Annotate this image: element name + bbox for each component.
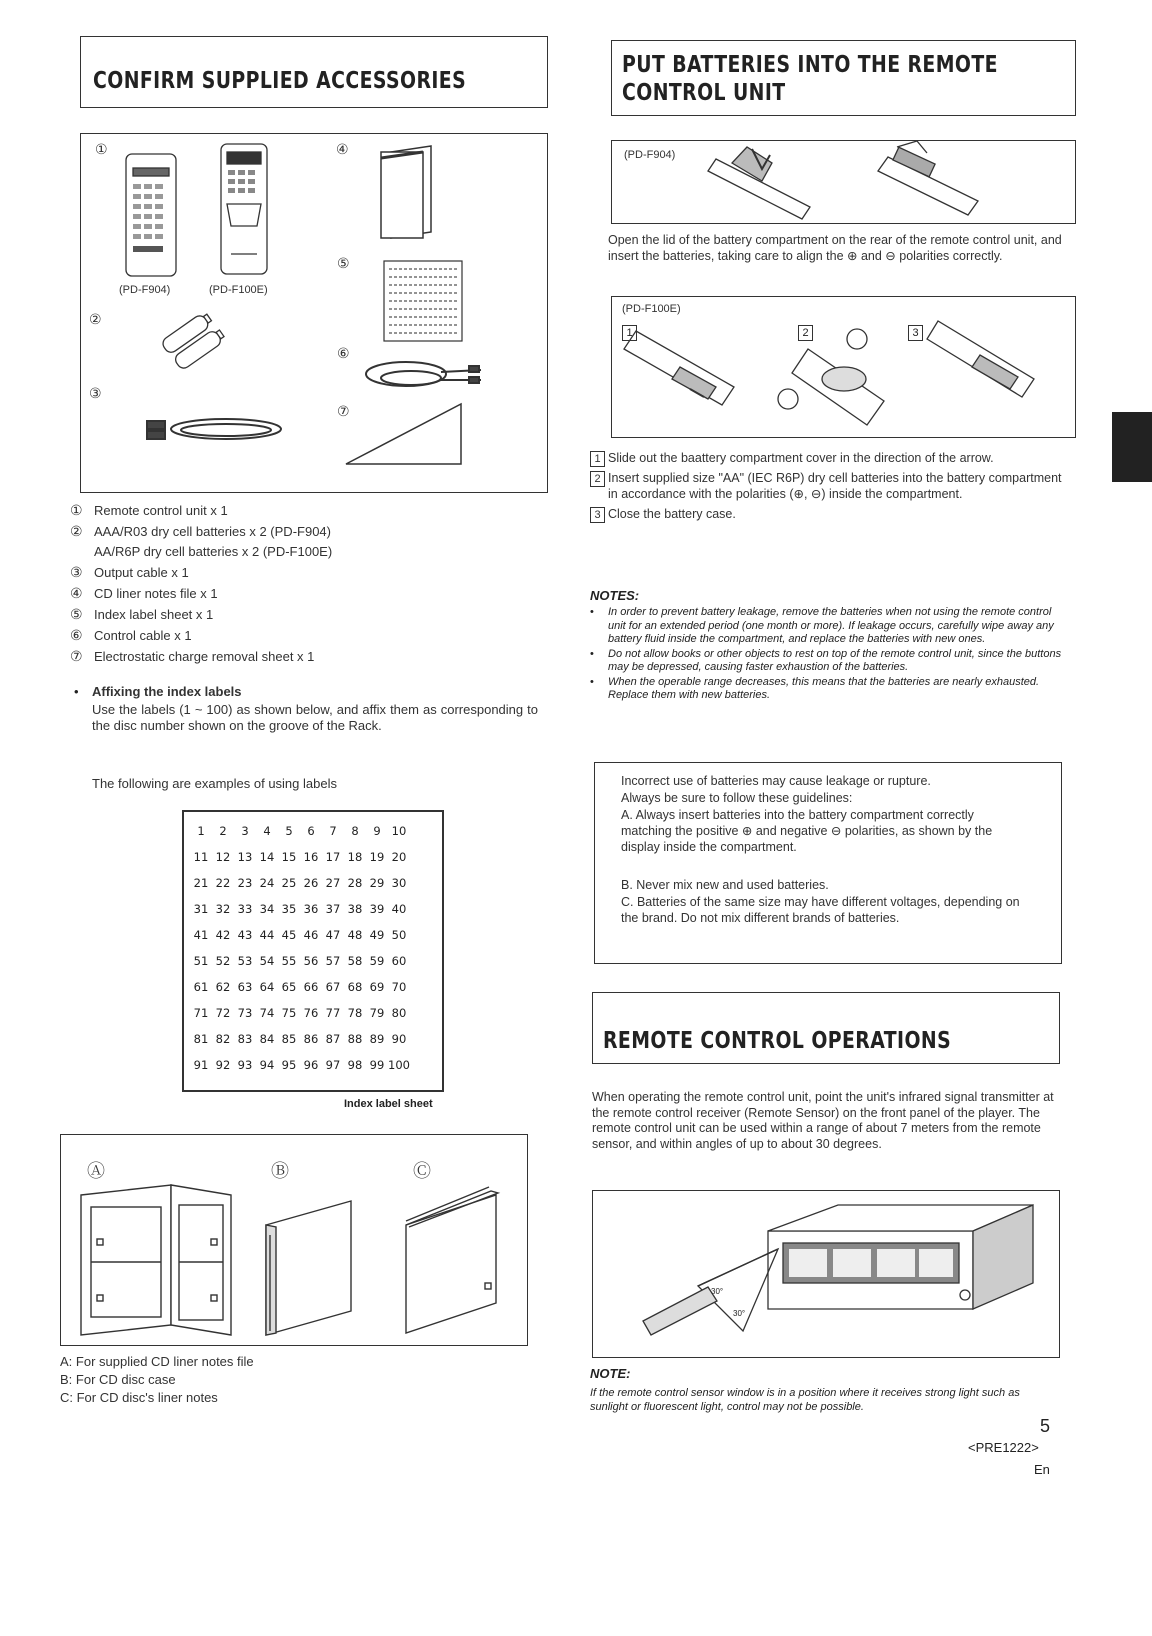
index-cell: 16: [303, 850, 319, 864]
index-cell: 57: [325, 954, 341, 968]
index-cell: 93: [237, 1058, 253, 1072]
index-cell: 74: [259, 1006, 275, 1020]
label-b: Ⓑ: [271, 1161, 289, 1182]
step-item: 1 Slide out the baattery compartment cover in the direction of the arrow.: [590, 450, 1072, 466]
list-item: AA/R6P dry cell batteries x 2 (PD-F100E): [94, 544, 333, 559]
index-cell: 99: [369, 1058, 385, 1072]
figure-number-2: ②: [89, 312, 102, 328]
index-cell: 5: [285, 824, 293, 838]
electrostatic-sheet-icon: [346, 404, 461, 464]
batteries-title-line2: CONTROL UNIT: [622, 80, 786, 106]
index-cell: 64: [259, 980, 275, 994]
index-cell: 59: [369, 954, 385, 968]
index-cell: 52: [215, 954, 231, 968]
index-cell: 26: [303, 876, 319, 890]
liner-notes-booklet-icon: [406, 1187, 498, 1333]
index-row: [190, 948, 410, 974]
index-cell: 56: [303, 954, 319, 968]
index-cell: 15: [281, 850, 297, 864]
pd-f100e-battery-illustration: [612, 297, 1075, 437]
index-cell: 82: [215, 1032, 231, 1046]
document-code: <PRE1222>: [968, 1440, 1039, 1455]
index-cell: 92: [215, 1058, 231, 1072]
battery-warning-box: [594, 762, 1062, 964]
index-cell: 78: [347, 1006, 363, 1020]
pd-f100e-battery-figure: [611, 296, 1076, 438]
index-cell: 76: [303, 1006, 319, 1020]
notes-list: [590, 606, 1064, 704]
index-cell: 62: [215, 980, 231, 994]
remote-pd-f904-icon: [126, 154, 176, 276]
index-cell: 1: [197, 824, 205, 838]
index-cell: 48: [347, 928, 363, 942]
index-cell: 96: [303, 1058, 319, 1072]
index-cell: 20: [391, 850, 407, 864]
abc-illustration: [61, 1135, 527, 1345]
index-cell: 77: [325, 1006, 341, 1020]
caption-a: A: For supplied CD liner notes file: [60, 1354, 254, 1369]
remote-range-figure: [592, 1190, 1060, 1358]
warning-b: B. Never mix new and used batteries.: [621, 878, 829, 892]
remote-step1-icon: [624, 331, 734, 405]
index-cell: 100: [388, 1058, 410, 1072]
section-tab: [1112, 412, 1152, 482]
index-cell: 68: [347, 980, 363, 994]
list-item: ② AAA/R03 dry cell batteries x 2 (PD-F904): [70, 523, 331, 539]
index-cell: 10: [391, 824, 407, 838]
note-item: • In order to prevent battery leakage, remove the batteries when not using the remote control unit for an extended period (one month or more). If leakage occurs, carefully wipe away any battery fluid inside the compartment, and replace the batteries with new ones.: [590, 606, 1054, 645]
index-cell: 47: [325, 928, 341, 942]
index-cell: 2: [219, 824, 227, 838]
index-cell: 66: [303, 980, 319, 994]
index-cell: 27: [325, 876, 341, 890]
index-cell: 9: [373, 824, 381, 838]
index-cell: 39: [369, 902, 385, 916]
affix-bullet: •: [74, 684, 79, 699]
examples-text: The following are examples of using labels: [92, 776, 337, 791]
index-cell: 45: [281, 928, 297, 942]
list-item: ④ CD liner notes file x 1: [70, 585, 218, 601]
index-cell: 21: [193, 876, 209, 890]
index-cell: 40: [391, 902, 407, 916]
index-cell: 91: [193, 1058, 209, 1072]
index-cell: 28: [347, 876, 363, 890]
fig2-step-1: 1: [622, 325, 637, 341]
model-label-pd-f100e: (PD-F100E): [209, 284, 268, 296]
index-cell: 95: [281, 1058, 297, 1072]
index-cell: 86: [303, 1032, 319, 1046]
index-cell: 53: [237, 954, 253, 968]
index-cell: 71: [193, 1006, 209, 1020]
index-row: [190, 818, 410, 844]
batteries-icon: [160, 311, 226, 371]
index-cell: 90: [391, 1032, 407, 1046]
abc-figure: [60, 1134, 528, 1346]
remote-pd-f100e-icon: [221, 144, 267, 274]
figure-number-5: ⑤: [337, 256, 350, 272]
list-item: ③ Output cable x 1: [70, 564, 189, 580]
index-cell: 83: [237, 1032, 253, 1046]
index-cell: 12: [215, 850, 231, 864]
index-row: [190, 844, 410, 870]
index-cell: 3: [241, 824, 249, 838]
note-item: • Do not allow books or other objects to rest on top of the remote control unit, since the buttons may be depressed, causing faster exhaustion of the batteries.: [590, 647, 1062, 673]
angle-label-1: 30°: [711, 1287, 724, 1296]
index-cell: 58: [347, 954, 363, 968]
remote-operations-body: When operating the remote control unit, point the unit's infrared signal transmitter at the remote control receiver (Remote Sensor) on the front panel of the player. The remote control unit can be used within a range of about 7 meters from the remote sensor, and within angles of up to about 30 degrees.: [592, 1090, 1054, 1151]
step-item: 2 Insert supplied size "AA" (IEC R6P) dry cell batteries into the battery compartment in accordance with the polarities (⊕, ⊖) inside the compartment.: [590, 470, 1072, 502]
index-row: [190, 870, 410, 896]
index-cell: 8: [351, 824, 359, 838]
index-cell: 22: [215, 876, 231, 890]
index-cell: 75: [281, 1006, 297, 1020]
pd-f904-battery-illustration: [612, 141, 1075, 223]
index-cell: 97: [325, 1058, 341, 1072]
confirm-accessories-header: [80, 36, 548, 108]
caption-b: B: For CD disc case: [60, 1372, 176, 1387]
index-cell: 11: [193, 850, 209, 864]
remote-pointing-icon: [643, 1287, 717, 1335]
index-cell: 7: [329, 824, 337, 838]
list-item: ⑦ Electrostatic charge removal sheet x 1: [70, 648, 315, 664]
remote-rear-icon: [708, 147, 810, 219]
index-cell: 81: [193, 1032, 209, 1046]
confirm-accessories-title: CONFIRM SUPPLIED ACCESSORIES: [93, 68, 467, 94]
index-cell: 43: [237, 928, 253, 942]
abc-captions: [60, 1353, 254, 1407]
index-cell: 34: [259, 902, 275, 916]
index-cell: 89: [369, 1032, 385, 1046]
remote-range-illustration: [593, 1191, 1059, 1357]
note-body: If the remote control sensor window is in a position where it receives strong light such as sunlight or fluorescent light, control may not be possible.: [590, 1387, 1020, 1413]
angle-label-2: 30°: [733, 1309, 746, 1318]
fig2-model-label: (PD-F100E): [622, 303, 681, 315]
fig2-step-3: 3: [908, 325, 923, 341]
index-sheet-caption: Index label sheet: [344, 1098, 433, 1110]
index-row: [190, 922, 410, 948]
index-label-sheet: [182, 810, 444, 1092]
index-cell: 23: [237, 876, 253, 890]
index-cell: 19: [369, 850, 385, 864]
index-cell: 79: [369, 1006, 385, 1020]
batteries-header: [611, 40, 1076, 116]
index-cell: 55: [281, 954, 297, 968]
control-cable-icon: [366, 362, 481, 386]
index-cell: 46: [303, 928, 319, 942]
figure-number-3: ③: [89, 386, 102, 402]
warning-line-1: Incorrect use of batteries may cause leakage or rupture.: [621, 774, 931, 788]
fig2-step-2: 2: [798, 325, 813, 341]
caption-c: C: For CD disc's liner notes: [60, 1390, 218, 1405]
index-cell: 32: [215, 902, 231, 916]
remote-battery-icon: [878, 141, 978, 215]
index-cell: 61: [193, 980, 209, 994]
open-lid-text: Open the lid of the battery compartment on the rear of the remote control unit, and insert the batteries, taking care to align the ⊕ and ⊖ polarities correctly.: [608, 233, 1062, 263]
list-item: ⑤ Index label sheet x 1: [70, 606, 214, 622]
warning-a: A. Always insert batteries into the battery compartment correctly matching the positive ⊕ and negative ⊖ polarities, as shown by the display inside the compartment.: [621, 808, 993, 854]
index-cell: 80: [391, 1006, 407, 1020]
index-cell: 54: [259, 954, 275, 968]
index-cell: 84: [259, 1032, 275, 1046]
language-code: En: [1034, 1462, 1050, 1477]
page-number: 5: [1040, 1416, 1051, 1436]
label-c: Ⓒ: [413, 1161, 431, 1182]
battery-steps: [590, 450, 1072, 522]
index-cell: 88: [347, 1032, 363, 1046]
index-cell: 30: [391, 876, 407, 890]
figure-number-4: ④: [336, 142, 349, 158]
index-cell: 94: [259, 1058, 275, 1072]
index-row: [190, 1000, 410, 1026]
index-row: [190, 896, 410, 922]
output-cable-icon: [147, 419, 281, 439]
list-item: ① Remote control unit x 1: [70, 502, 228, 518]
figure-number-6: ⑥: [337, 346, 350, 362]
model-label-pd-f904: (PD-F904): [119, 284, 171, 296]
index-cell: 51: [193, 954, 209, 968]
index-cell: 36: [303, 902, 319, 916]
index-cell: 50: [391, 928, 407, 942]
index-label-table: [190, 818, 410, 1078]
fig1-model-label: (PD-F904): [624, 149, 676, 161]
remote-step3-icon: [927, 321, 1034, 397]
index-cell: 6: [307, 824, 315, 838]
index-cell: 72: [215, 1006, 231, 1020]
index-cell: 4: [263, 824, 271, 838]
index-cell: 73: [237, 1006, 253, 1020]
index-row: [190, 1026, 410, 1052]
index-cell: 38: [347, 902, 363, 916]
index-cell: 29: [369, 876, 385, 890]
step-item: 3 Close the battery case.: [590, 506, 1072, 522]
index-cell: 35: [281, 902, 297, 916]
index-cell: 65: [281, 980, 297, 994]
index-cell: 41: [193, 928, 209, 942]
index-cell: 42: [215, 928, 231, 942]
index-cell: 18: [347, 850, 363, 864]
index-cell: 24: [259, 876, 275, 890]
warning-c: C. Batteries of the same size may have different voltages, depending on the brand. Do not mix different brands of batteries.: [621, 895, 1020, 925]
index-cell: 87: [325, 1032, 341, 1046]
index-cell: 31: [193, 902, 209, 916]
open-file-icon: [81, 1185, 231, 1335]
disc-case-icon: [266, 1201, 351, 1335]
note-item: • When the operable range decreases, this means that the batteries are nearly exhausted. Replace them with new batteries.: [590, 675, 1040, 701]
warning-line-2: Always be sure to follow these guidelines:: [621, 791, 853, 805]
index-row: [190, 974, 410, 1000]
affix-body: Use the labels (1 ~ 100) as shown below, and affix them as corresponding to the disc number shown on the groove of the Rack.: [92, 702, 538, 733]
index-cell: 70: [391, 980, 407, 994]
index-row: [190, 1052, 410, 1078]
notes-title: NOTES:: [590, 588, 640, 603]
index-cell: 49: [369, 928, 385, 942]
accessories-list: [70, 500, 550, 667]
label-a: Ⓐ: [87, 1161, 105, 1182]
figure-number-1: ①: [95, 142, 108, 158]
remote-operations-title: REMOTE CONTROL OPERATIONS: [603, 1028, 952, 1054]
accessories-figure: [80, 133, 548, 493]
figure-number-7: ⑦: [337, 404, 350, 420]
index-cell: 37: [325, 902, 341, 916]
index-label-sheet-icon: [384, 261, 462, 341]
index-cell: 17: [325, 850, 341, 864]
accessories-illustration: [81, 134, 547, 492]
index-cell: 14: [259, 850, 275, 864]
index-cell: 13: [237, 850, 253, 864]
index-cell: 98: [347, 1058, 363, 1072]
liner-notes-file-icon: [381, 146, 431, 238]
affix-heading: Affixing the index labels: [92, 684, 242, 699]
index-cell: 85: [281, 1032, 297, 1046]
index-cell: 33: [237, 902, 253, 916]
index-cell: 25: [281, 876, 297, 890]
index-cell: 67: [325, 980, 341, 994]
remote-operations-header: [592, 992, 1060, 1064]
batteries-title-line1: PUT BATTERIES INTO THE REMOTE: [622, 52, 998, 78]
remote-step2-icon: [778, 329, 884, 425]
index-cell: 44: [259, 928, 275, 942]
note-title: NOTE:: [590, 1366, 631, 1381]
index-cell: 60: [391, 954, 407, 968]
index-cell: 63: [237, 980, 253, 994]
pd-f904-battery-figure: [611, 140, 1076, 224]
cd-player-icon: [768, 1205, 1033, 1309]
index-cell: 69: [369, 980, 385, 994]
list-item: ⑥ Control cable x 1: [70, 627, 192, 643]
